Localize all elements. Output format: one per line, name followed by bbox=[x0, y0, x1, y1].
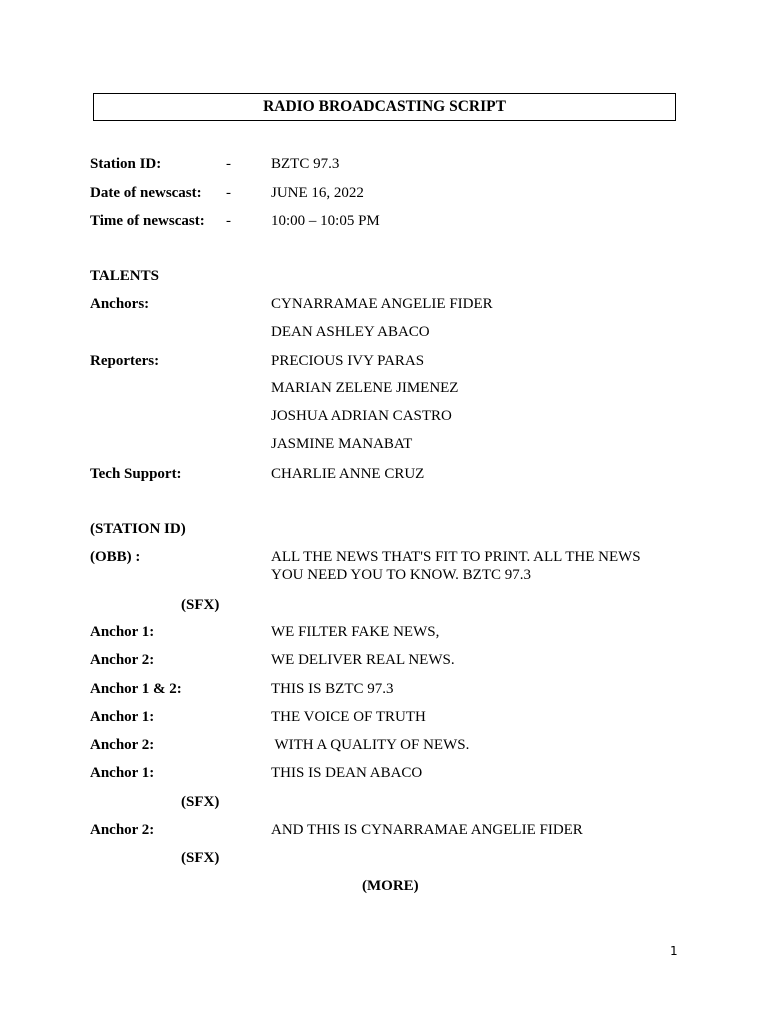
station-id-value: BZTC 97.3 bbox=[271, 156, 340, 172]
tech-support-name: CHARLIE ANNE CRUZ bbox=[271, 466, 425, 482]
anchor-name: DEAN ASHLEY ABACO bbox=[271, 324, 430, 340]
time-label: Time of newscast: bbox=[90, 213, 205, 229]
date-value: JUNE 16, 2022 bbox=[271, 185, 364, 201]
reporters-label: Reporters: bbox=[90, 353, 160, 369]
reporter-name: JASMINE MANABAT bbox=[271, 436, 413, 452]
speaker-label: Anchor 2: bbox=[90, 652, 155, 668]
sfx-cue: (SFX) bbox=[181, 794, 220, 810]
script-line: WE FILTER FAKE NEWS, bbox=[271, 624, 440, 640]
reporter-name: MARIAN ZELENE JIMENEZ bbox=[271, 380, 459, 396]
station-id-cue: (STATION ID) bbox=[90, 521, 186, 537]
time-value: 10:00 – 10:05 PM bbox=[271, 213, 380, 229]
page-number: 1 bbox=[670, 944, 678, 958]
script-line: WE DELIVER REAL NEWS. bbox=[271, 652, 455, 668]
speaker-label: Anchor 1: bbox=[90, 709, 155, 725]
anchors-label: Anchors: bbox=[90, 296, 150, 312]
document-title: RADIO BROADCASTING SCRIPT bbox=[93, 93, 676, 121]
anchor-name: CYNARRAMAE ANGELIE FIDER bbox=[271, 296, 493, 312]
sfx-cue: (SFX) bbox=[181, 597, 220, 613]
speaker-label: Anchor 2: bbox=[90, 737, 155, 753]
more-cue: (MORE) bbox=[362, 878, 419, 894]
script-line: WITH A QUALITY OF NEWS. bbox=[271, 737, 470, 753]
station-id-label: Station ID: bbox=[90, 156, 162, 172]
speaker-label: Anchor 1: bbox=[90, 765, 155, 781]
script-line: AND THIS IS CYNARRAMAE ANGELIE FIDER bbox=[271, 822, 583, 838]
reporter-name: PRECIOUS IVY PARAS bbox=[271, 353, 425, 369]
script-line: THE VOICE OF TRUTH bbox=[271, 709, 426, 725]
obb-label: (OBB) : bbox=[90, 549, 141, 565]
script-line: THIS IS DEAN ABACO bbox=[271, 765, 423, 781]
sfx-cue: (SFX) bbox=[181, 850, 220, 866]
speaker-label: Anchor 2: bbox=[90, 822, 155, 838]
station-id-sep: - bbox=[226, 156, 231, 172]
talents-heading: TALENTS bbox=[90, 268, 159, 284]
speaker-label: Anchor 1: bbox=[90, 624, 155, 640]
date-label: Date of newscast: bbox=[90, 185, 202, 201]
obb-text: ALL THE NEWS THAT'S FIT TO PRINT. ALL THE NEWS YOU NEED YOU TO KNOW. BZTC 97.3 bbox=[271, 549, 641, 583]
date-sep: - bbox=[226, 185, 231, 201]
tech-support-label: Tech Support: bbox=[90, 466, 182, 482]
reporter-name: JOSHUA ADRIAN CASTRO bbox=[271, 408, 452, 424]
script-line: THIS IS BZTC 97.3 bbox=[271, 681, 394, 697]
time-sep: - bbox=[226, 213, 231, 229]
speaker-label: Anchor 1 & 2: bbox=[90, 681, 182, 697]
